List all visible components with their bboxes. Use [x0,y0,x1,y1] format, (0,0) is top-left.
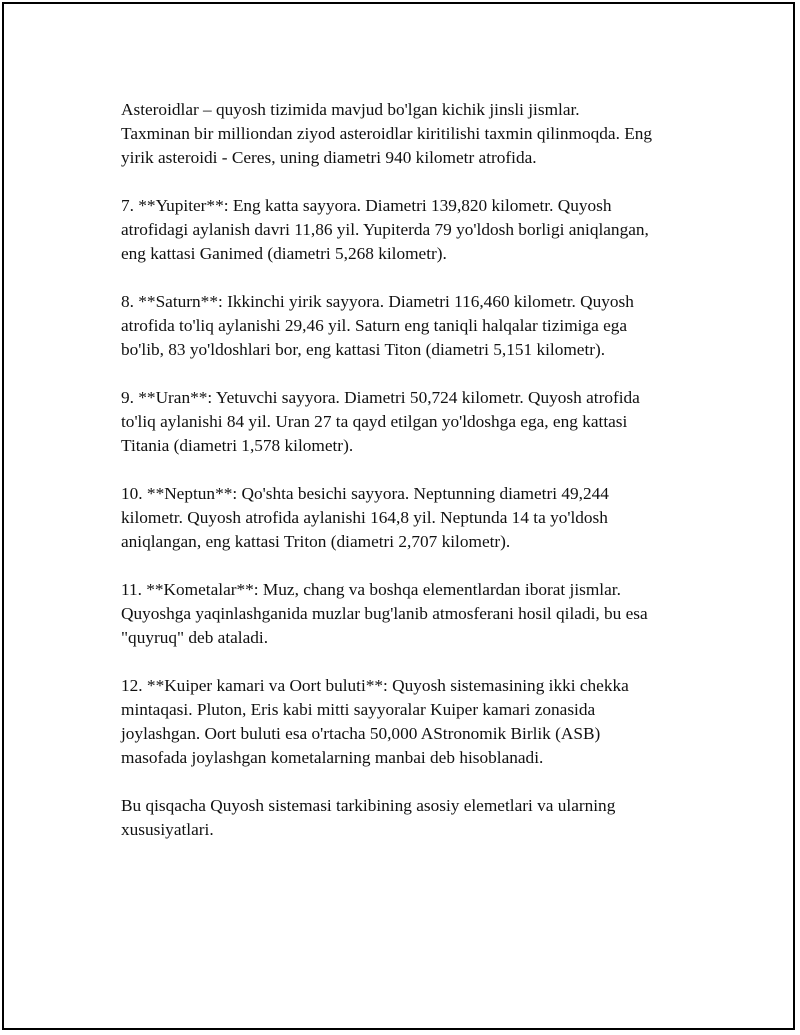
page-frame [2,2,795,1030]
paragraph-saturn: 8. **Saturn**: Ikkinchi yirik sayyora. Diametri 116,460 kilometr. Quyosh atrofida to'liq aylanishi 29,46 yil. Saturn eng taniqli halqalar tizimiga ega bo'lib, 83 yo'ldoshlari bor, eng kattasi Titon (diametri 5,151 kilometr). [121,292,634,359]
paragraph-summary: Bu qisqacha Quyosh sistemasi tarkibining asosiy elemetlari va ularning xususiyatlari. [121,796,616,839]
paragraph-neptune: 10. **Neptun**: Qo'shta besichi sayyora. Neptunning diametri 49,244 kilometr. Quyosh atrofida aylanishi 164,8 yil. Neptunda 14 ta yo'ldosh aniqlangan, eng kattasi Triton (diametri 2,707 kilometr). [121,484,609,551]
paragraph-uranus: 9. **Uran**: Yetuvchi sayyora. Diametri 50,724 kilometr. Quyosh atrofida to'liq aylanishi 84 yil. Uran 27 ta qayd etilgan yo'ldoshga ega, eng kattasi Titania (diametri 1,578 kilometr). [121,388,640,455]
paragraph-asteroids: Asteroidlar – quyosh tizimida mavjud bo'lgan kichik jinsli jismlar. Taxminan bir milliondan ziyod asteroidlar kiritilishi taxmin qilinmoqda. Eng yirik asteroidi - Ceres, uning diametri 940 kilometr atrofida. [121,100,653,167]
paragraph-kuiper-oort: 12. **Kuiper kamari va Oort buluti**: Quyosh sistemasining ikki chekka mintaqasi. Pluton, Eris kabi mitti sayyoralar Kuiper kamari zonasida joylashgan. Oort buluti esa o'rtacha 50,000 AStronomik Birlik (ASB) masofada joylashgan kometalarning manbai deb hisoblanadi. [121,676,629,767]
document-body [121,98,701,866]
paragraph-comets: 11. **Kometalar**: Muz, chang va boshqa elementlardan iborat jismlar. Quyoshga yaqinlashganida muzlar bug'lanib atmosferani hosil qiladi, bu esa "quyruq" deb ataladi. [121,580,648,647]
paragraph-jupiter: 7. **Yupiter**: Eng katta sayyora. Diametri 139,820 kilometr. Quyosh atrofidagi aylanish davri 11,86 yil. Yupiterda 79 yo'ldosh borligi aniqlangan, eng kattasi Ganimed (diametri 5,268 kilometr). [121,196,649,263]
